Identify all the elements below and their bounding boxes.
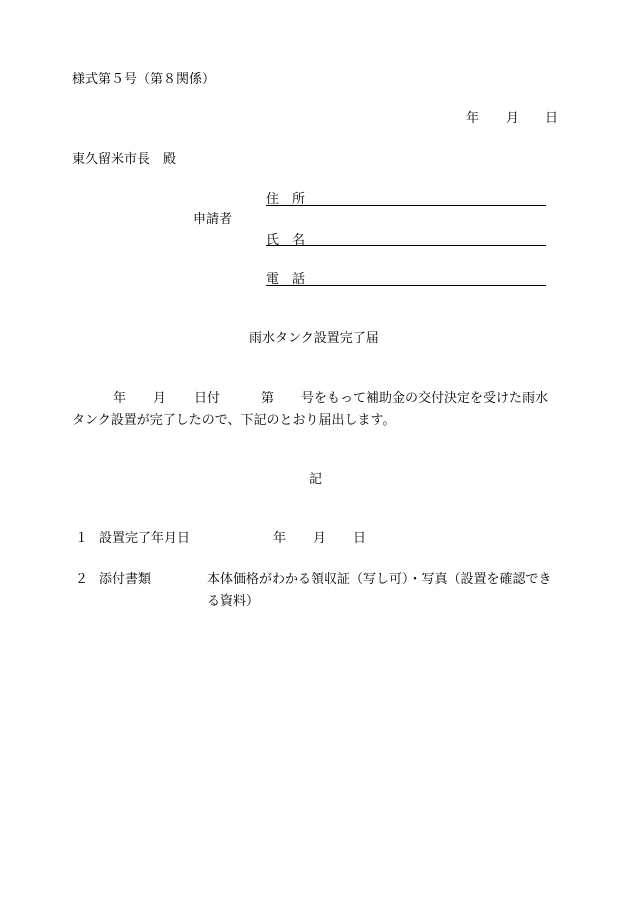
completion-month: 月: [313, 531, 327, 546]
name-field[interactable]: [266, 245, 546, 246]
body-text-line1: 号をもって補助金の交付決定を受けた雨水: [301, 391, 549, 406]
item-label: 設置完了年月日: [99, 531, 191, 546]
header-date-year: 年: [466, 111, 480, 126]
attachment-value-line1: 本体価格がわかる領収証（写し可）・写真（設置を確認でき: [207, 572, 552, 587]
item-label: 添付書類: [99, 572, 152, 587]
address-field[interactable]: [266, 205, 546, 206]
body-month: 月: [153, 391, 167, 406]
ki-heading: 記: [309, 472, 323, 487]
body-day-attached: 日付: [194, 391, 221, 406]
item-number: ２: [75, 572, 89, 587]
applicant-label: 申請者: [193, 212, 233, 227]
completion-year: 年: [273, 531, 287, 546]
addressee: 東久留米市長 殿: [72, 152, 177, 167]
name-label: 氏 名: [266, 233, 306, 248]
header-date-month: 月: [506, 111, 520, 126]
completion-day: 日: [353, 531, 367, 546]
document-title: 雨水タンク設置完了届: [249, 331, 379, 346]
body-text-line2: タンク設置が完了したので、下記のとおり届出します。: [72, 413, 396, 428]
address-label: 住 所: [266, 192, 306, 207]
phone-field[interactable]: [266, 285, 546, 286]
attachment-value-line2: る資料）: [207, 594, 260, 609]
item-number: １: [75, 531, 89, 546]
header-date-day: 日: [545, 111, 559, 126]
body-year: 年: [113, 391, 127, 406]
body-number-prefix: 第: [261, 391, 275, 406]
phone-label: 電 話: [266, 272, 306, 287]
form-number: 様式第５号（第８関係）: [72, 72, 216, 87]
